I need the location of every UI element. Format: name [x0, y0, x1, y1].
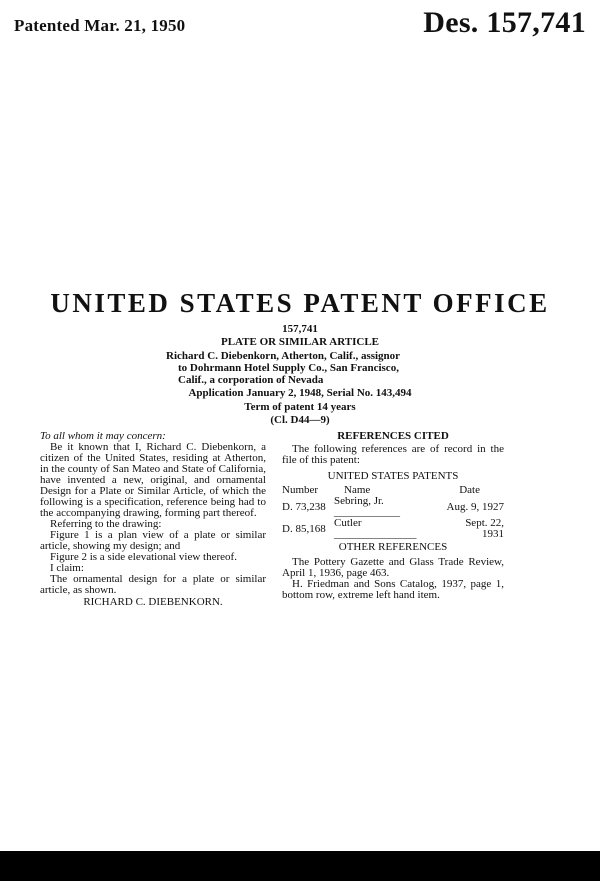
ref-number: D. 85,168 — [282, 522, 326, 535]
spec-paragraph: Figure 1 is a plan view of a plate or similar article, showing my design; and — [40, 529, 266, 552]
ref-date: Aug. 9, 1927 — [446, 500, 504, 513]
spec-paragraph: Figure 2 is a side elevational view thereof. — [50, 551, 237, 563]
us-patents-heading: UNITED STATES PATENTS — [327, 470, 459, 482]
spec-paragraph: Be it known that I, Richard C. Diebenkorn, a citizen of the United States, residing at Atherton, in the county of San Mateo and State of California, have invented a new, original, and ornamental Design for a Plate or Similar Article, of which the following is a specification, reference being had to the accompanying drawing, forming part thereof. — [40, 441, 266, 519]
scan-border-bar — [0, 851, 600, 881]
assignor-line: Calif., a corporation of Nevada — [178, 374, 324, 386]
references-intro: The following references are of record in the file of this patent: — [282, 443, 504, 466]
ref-name: Cutler _______________ — [334, 517, 417, 540]
salutation: To all whom it may concern: — [40, 430, 166, 442]
specification-column — [40, 431, 266, 608]
column-header: Name — [344, 484, 371, 496]
signature: RICHARD C. DIEBENKORN. — [83, 596, 223, 608]
table-row — [282, 518, 504, 540]
design-patent-number: Des. 157,741 — [423, 6, 586, 39]
spec-paragraph: I claim: — [50, 562, 84, 574]
references-table — [282, 485, 504, 540]
assignor-line: Richard C. Diebenkorn, Atherton, Calif., assignor — [166, 350, 401, 362]
ref-name: Sebring, Jr. ____________ — [334, 495, 400, 518]
patented-date: Patented Mar. 21, 1950 — [14, 16, 186, 35]
office-heading: UNITED STATES PATENT OFFICE — [50, 288, 550, 318]
other-references-heading: OTHER REFERENCES — [338, 541, 448, 553]
classification: (Cl. D44—9) — [270, 414, 330, 426]
term-line: Term of patent 14 years — [244, 401, 356, 413]
column-header: Number — [282, 484, 319, 496]
assignor-block — [166, 350, 426, 386]
other-reference: The Pottery Gazette and Glass Trade Review, April 1, 1936, page 463. — [282, 556, 504, 579]
spec-paragraph: Referring to the drawing: — [50, 518, 162, 530]
table-row — [282, 496, 504, 518]
application-line: Application January 2, 1948, Serial No. 143,494 — [188, 387, 412, 399]
table-header-row — [282, 485, 504, 496]
ref-number: D. 73,238 — [282, 500, 326, 513]
patent-number: 157,741 — [282, 323, 318, 335]
assignor-line: to Dohrmann Hotel Supply Co., San Francisco, — [178, 362, 399, 374]
spec-paragraph: The ornamental design for a plate or similar article, as shown. — [40, 573, 266, 596]
references-column — [282, 431, 504, 601]
other-reference: H. Friedman and Sons Catalog, 1937, page 1, bottom row, extreme left hand item. — [282, 578, 504, 601]
patent-title: PLATE OR SIMILAR ARTICLE — [220, 336, 380, 348]
column-header: Date — [459, 484, 480, 496]
references-heading: REFERENCES CITED — [337, 430, 449, 442]
ref-date: Sept. 22, 1931 — [465, 517, 504, 540]
